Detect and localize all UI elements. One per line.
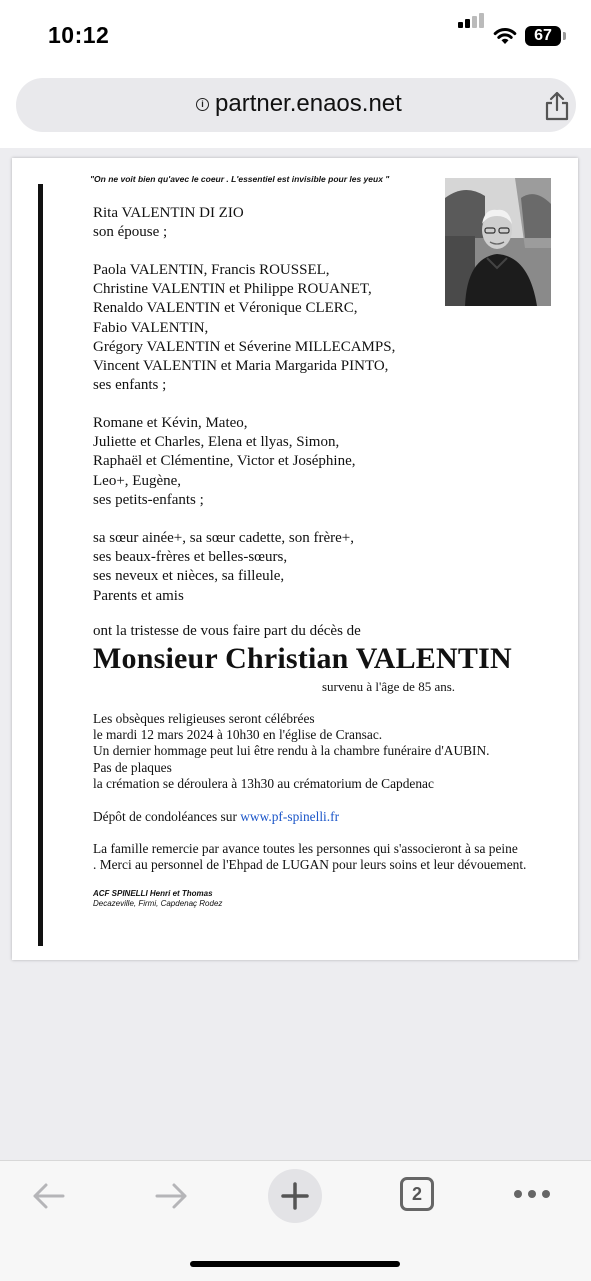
text-line: Rita VALENTIN DI ZIO (93, 205, 244, 221)
text-line: Les obsèques religieuses seront célébrées (93, 711, 315, 726)
grandchildren-block (93, 414, 356, 510)
spouse-block (93, 204, 244, 242)
thanks-block (93, 841, 526, 873)
page-content (0, 148, 591, 1160)
address-bar[interactable] (16, 78, 576, 132)
wifi-icon (493, 26, 517, 46)
forward-arrow-icon[interactable] (154, 1181, 190, 1211)
text-line: la crémation se déroulera à 13h30 au crématorium de Capdenac (93, 775, 434, 791)
ceremony-block (93, 711, 490, 792)
text-line: son épouse ; (93, 224, 168, 241)
text-line: Vincent VALENTIN et Maria Margarida PINTO, (93, 358, 389, 375)
text-line: Raphaël et Clémentine, Victor et Joséphine, (93, 453, 356, 470)
text-line: Fabio VALENTIN, (93, 319, 209, 336)
status-bar (0, 0, 591, 72)
back-arrow-icon[interactable] (30, 1181, 66, 1211)
age-line: survenu à l'âge de 85 ans. (322, 679, 456, 694)
text-line: Un dernier hommage peut lui être rendu à la chambre funéraire d'AUBIN. (93, 743, 490, 759)
text-line: Pas de plaques (93, 759, 172, 775)
info-icon[interactable]: i (196, 98, 209, 111)
battery-tip (563, 32, 566, 40)
share-icon[interactable] (542, 90, 572, 122)
company-name: ACF SPINELLI Henri et Thomas (93, 889, 213, 898)
deceased-name: Monsieur Christian VALENTIN (93, 642, 512, 675)
text-line: Leo+, Eugène, (93, 472, 182, 489)
condolences-line (93, 809, 339, 825)
plus-icon (281, 1182, 309, 1210)
text-line: Parents et amis (93, 587, 184, 604)
more-options-icon[interactable] (513, 1189, 551, 1199)
text-line: Juliette et Charles, Elena et llyas, Simon, (93, 434, 340, 451)
company-locations: Decazeville, Firmi, Capdenaç Rodez (93, 899, 223, 908)
text-line: Renaldo VALENTIN et Véronique CLERC, (93, 300, 358, 317)
new-tab-button[interactable] (268, 1169, 322, 1223)
text-line: sa sœur ainée+, sa sœur cadette, son frère+, (93, 530, 354, 546)
quote-line: "On ne voit bien qu'avec le coeur . L'essentiel est invisible pour les yeux " (90, 174, 390, 184)
text-line: . Merci au personnel de l'Ehpad de LUGAN pour leurs soins et leur dévouement. (93, 857, 527, 873)
portrait-photo (445, 178, 551, 306)
black-border-bar (38, 184, 43, 946)
text-line: ses beaux-frères et belles-sœurs, (93, 549, 288, 566)
text-line: La famille remercie par avance toutes les personnes qui s'associeront à sa peine (93, 841, 518, 856)
text-line: ses enfants ; (93, 377, 167, 394)
children-block (93, 261, 395, 395)
condolences-label: Dépôt de condoléances sur (93, 809, 241, 824)
text-line: Paola VALENTIN, Francis ROUSSEL, (93, 262, 330, 278)
text-line: ses petits-enfants ; (93, 491, 204, 508)
condolences-link[interactable]: www.pf-spinelli.fr (240, 809, 340, 824)
text-line: le mardi 12 mars 2024 à 10h30 en l'église de Cransac. (93, 727, 383, 743)
home-indicator (190, 1261, 400, 1267)
text-line: ses neveux et nièces, sa filleule, (93, 568, 285, 585)
url-text[interactable]: partner.enaos.net (215, 90, 402, 117)
funeral-company (93, 889, 222, 909)
text-line: Grégory VALENTIN et Séverine MILLECAMPS, (93, 338, 396, 355)
obituary-notice (12, 158, 578, 960)
text-line: Romane et Kévin, Mateo, (93, 415, 248, 431)
siblings-block (93, 529, 354, 606)
browser-toolbar (0, 1160, 591, 1281)
status-time: 10:12 (48, 22, 110, 48)
announcement-intro: ont la tristesse de vous faire part du décès de (93, 623, 361, 639)
tabs-button[interactable]: 2 (400, 1177, 434, 1211)
text-line: Christine VALENTIN et Philippe ROUANET, (93, 281, 372, 298)
battery-icon: 67 (525, 26, 561, 46)
